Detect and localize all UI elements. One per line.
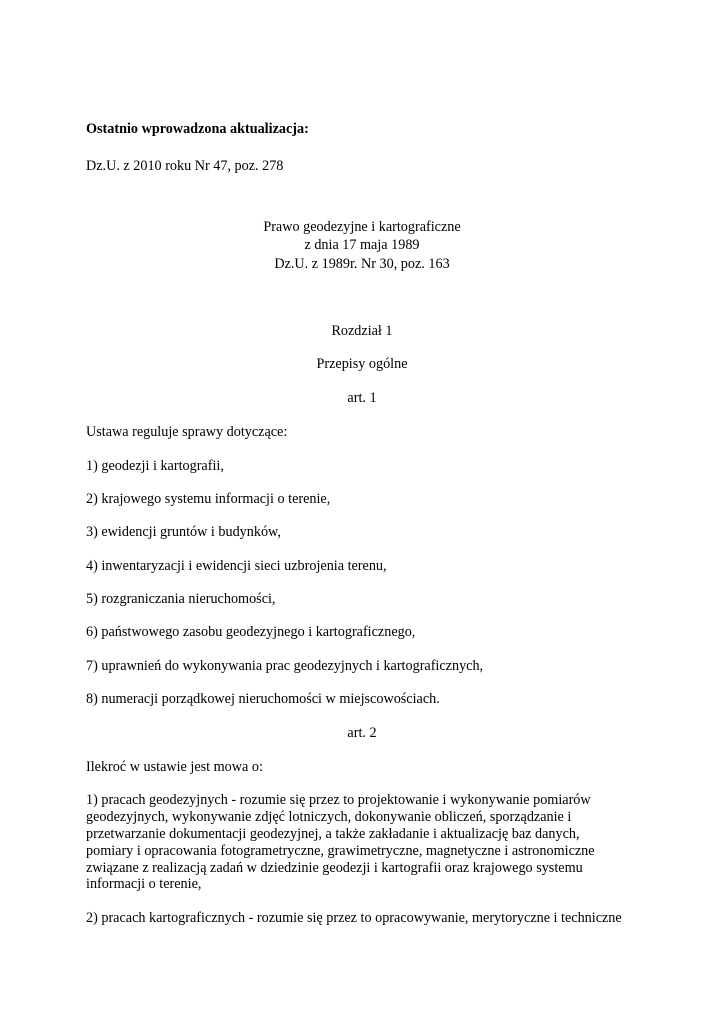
chapter-name: Przepisy ogólne	[316, 356, 408, 372]
act-title: Prawo geodezyjne i kartograficzne	[263, 219, 461, 235]
act-date: z dnia 17 maja 1989	[304, 237, 420, 253]
paragraph-line: 1) pracach geodezyjnych - rozumie się przez to projektowanie i wykonywanie pomiarów	[86, 792, 591, 808]
update-reference: Dz.U. z 2010 roku Nr 47, poz. 278	[86, 158, 284, 174]
paragraph-line: geodezyjnych, wykonywanie zdjęć lotniczych, dokonywanie obliczeń, sporządzanie i	[86, 809, 572, 825]
list-item: 3) ewidencji gruntów i budynków,	[86, 524, 281, 540]
paragraph-line: 2) pracach kartograficznych - rozumie się przez to opracowywanie, merytoryczne i techniczne	[86, 910, 622, 926]
paragraph-line: pomiary i opracowania fotogrametryczne, grawimetryczne, magnetyczne i astronomiczne	[86, 843, 595, 859]
update-label: Ostatnio wprowadzona aktualizacja:	[86, 121, 309, 137]
article-1-intro: Ustawa reguluje sprawy dotyczące:	[86, 424, 288, 440]
list-item: 1) geodezji i kartografii,	[86, 458, 224, 474]
article-2-heading: art. 2	[347, 725, 377, 741]
paragraph-line: przetwarzanie dokumentacji geodezyjnej, a także zakładanie i aktualizację baz danych,	[86, 826, 580, 842]
act-reference: Dz.U. z 1989r. Nr 30, poz. 163	[274, 256, 450, 272]
list-item: 7) uprawnień do wykonywania prac geodezyjnych i kartograficznych,	[86, 658, 484, 674]
article-1-heading: art. 1	[347, 390, 377, 406]
list-item: 5) rozgraniczania nieruchomości,	[86, 591, 276, 607]
list-item: 8) numeracji porządkowej nieruchomości w miejscowościach.	[86, 691, 440, 707]
article-2-intro: Ilekroć w ustawie jest mowa o:	[86, 759, 263, 775]
paragraph-line: związane z realizacją zadań w dziedzinie geodezji i kartografii oraz krajowego systemu	[86, 860, 583, 876]
paragraph-line: informacji o terenie,	[86, 876, 202, 892]
list-item: 6) państwowego zasobu geodezyjnego i kartograficznego,	[86, 624, 416, 640]
list-item: 2) krajowego systemu informacji o terenie,	[86, 491, 331, 507]
list-item: 4) inwentaryzacji i ewidencji sieci uzbrojenia terenu,	[86, 558, 387, 574]
chapter-number: Rozdział 1	[331, 323, 393, 339]
